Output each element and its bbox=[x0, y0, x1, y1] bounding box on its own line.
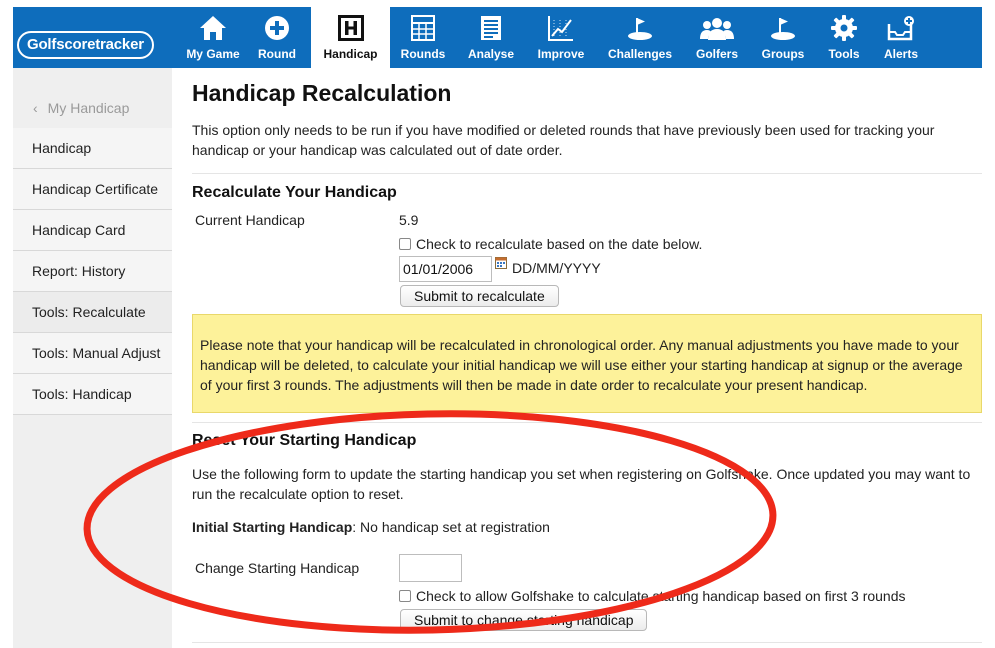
nav-round[interactable] bbox=[243, 7, 311, 68]
nav-tools[interactable] bbox=[816, 7, 872, 68]
divider bbox=[192, 173, 982, 174]
submit-recalculate-button[interactable]: Submit to recalculate bbox=[400, 285, 559, 307]
recalculate-section-title: Recalculate Your Handicap bbox=[192, 184, 397, 201]
initial-handicap-line bbox=[192, 519, 550, 535]
nav-label: Golfers bbox=[695, 47, 738, 61]
trend-chart-icon bbox=[548, 15, 574, 41]
divider bbox=[192, 642, 982, 643]
sidebar-back-link[interactable] bbox=[13, 88, 172, 128]
home-icon bbox=[199, 15, 227, 41]
sidebar-item-tools-manual-adjust[interactable]: Tools: Manual Adjust bbox=[13, 333, 172, 374]
sidebar-item-report-history[interactable]: Report: History bbox=[13, 251, 172, 292]
change-handicap-label: Change Starting Handicap bbox=[195, 560, 360, 576]
page-title: Handicap Recalculation bbox=[192, 80, 452, 106]
top-navigation-bar bbox=[13, 7, 982, 68]
submit-change-handicap-button[interactable]: Submit to change starting handicap bbox=[400, 609, 647, 631]
golf-flag-group-icon bbox=[769, 15, 797, 41]
nav-label: Analyse bbox=[467, 47, 515, 61]
current-handicap-value: 5.9 bbox=[399, 212, 419, 228]
sidebar-back-label: My Handicap bbox=[47, 100, 130, 116]
change-handicap-input[interactable] bbox=[399, 554, 462, 582]
scorecard-icon bbox=[411, 15, 435, 41]
reset-description: Use the following form to update the starting handicap you set when registering on Golfshake. Once updated you may want to run the recalculate option to reset. bbox=[192, 466, 971, 502]
nav-challenges[interactable] bbox=[596, 7, 684, 68]
sidebar bbox=[13, 68, 172, 648]
plus-circle-icon bbox=[264, 15, 290, 41]
nav-label: Improve bbox=[537, 47, 585, 61]
auto-calc-checkbox-row[interactable] bbox=[399, 588, 906, 604]
sidebar-menu bbox=[13, 128, 172, 415]
nav-my-game[interactable] bbox=[183, 7, 243, 68]
gear-icon bbox=[831, 15, 857, 41]
nav-label: Handicap bbox=[323, 47, 378, 61]
divider bbox=[192, 422, 982, 423]
date-format-hint: DD/MM/YYYY bbox=[512, 260, 601, 276]
people-icon bbox=[700, 17, 734, 41]
nav-analyse[interactable] bbox=[456, 7, 526, 68]
nav-label: Rounds bbox=[400, 47, 446, 61]
sidebar-item-tools-handicap[interactable]: Tools: Handicap bbox=[13, 374, 172, 415]
document-icon bbox=[480, 15, 502, 41]
sidebar-item-handicap-card[interactable]: Handicap Card bbox=[13, 210, 172, 251]
recalc-date-input[interactable]: 01/01/2006 bbox=[399, 256, 492, 282]
nav-handicap[interactable] bbox=[311, 7, 390, 68]
reset-section-title: Reset Your Starting Handicap bbox=[192, 432, 417, 449]
nav-label: Challenges bbox=[607, 47, 673, 61]
initial-handicap-value: : No handicap set at registration bbox=[352, 519, 550, 535]
current-handicap-label: Current Handicap bbox=[195, 212, 305, 228]
nav-improve[interactable] bbox=[526, 7, 596, 68]
nav-label: Alerts bbox=[883, 47, 918, 61]
golf-flag-icon bbox=[626, 15, 654, 41]
sidebar-item-tools-recalculate[interactable]: Tools: Recalculate bbox=[13, 292, 172, 333]
nav-label: My Game bbox=[186, 47, 240, 61]
recalculate-warning-note: Please note that your handicap will be recalculated in chronological order. Any manual adjustments you have made to your handicap will be deleted, to calculate your initial handicap we will use either your starting handicap at signup or the average of your first 3 rounds. The adjustments will then be made in date order to recalculate your present handicap. bbox=[192, 314, 982, 413]
auto-calc-checkbox[interactable] bbox=[399, 590, 411, 602]
recalc-date-checkbox[interactable] bbox=[399, 238, 411, 250]
calendar-icon[interactable] bbox=[495, 257, 507, 269]
sidebar-item-handicap[interactable]: Handicap bbox=[13, 128, 172, 169]
nav-label: Round bbox=[258, 47, 296, 61]
brand-logo[interactable]: Golfscoretracker bbox=[17, 31, 154, 59]
main-nav bbox=[183, 7, 930, 68]
nav-rounds[interactable] bbox=[390, 7, 456, 68]
nav-alerts[interactable] bbox=[872, 7, 930, 68]
recalc-date-checkbox-label: Check to recalculate based on the date below. bbox=[416, 236, 703, 252]
chevron-left-icon: ‹ bbox=[33, 100, 38, 116]
nav-groups[interactable] bbox=[750, 7, 816, 68]
handicap-h-icon bbox=[338, 15, 364, 41]
initial-handicap-label: Initial Starting Handicap bbox=[192, 519, 353, 535]
auto-calc-checkbox-label: Check to allow Golfshake to calculate starting handicap based on first 3 rounds bbox=[416, 588, 906, 604]
nav-golfers[interactable] bbox=[684, 7, 750, 68]
nav-label: Groups bbox=[761, 47, 805, 61]
sidebar-item-handicap-certificate[interactable]: Handicap Certificate bbox=[13, 169, 172, 210]
recalc-date-checkbox-row[interactable] bbox=[399, 236, 702, 252]
nav-label: Tools bbox=[828, 47, 860, 61]
intro-text: This option only needs to be run if you have modified or deleted rounds that have previously been used for tracking your handicap or your handicap was calculated out of date order. bbox=[192, 122, 935, 158]
inbox-alert-icon bbox=[887, 15, 915, 41]
